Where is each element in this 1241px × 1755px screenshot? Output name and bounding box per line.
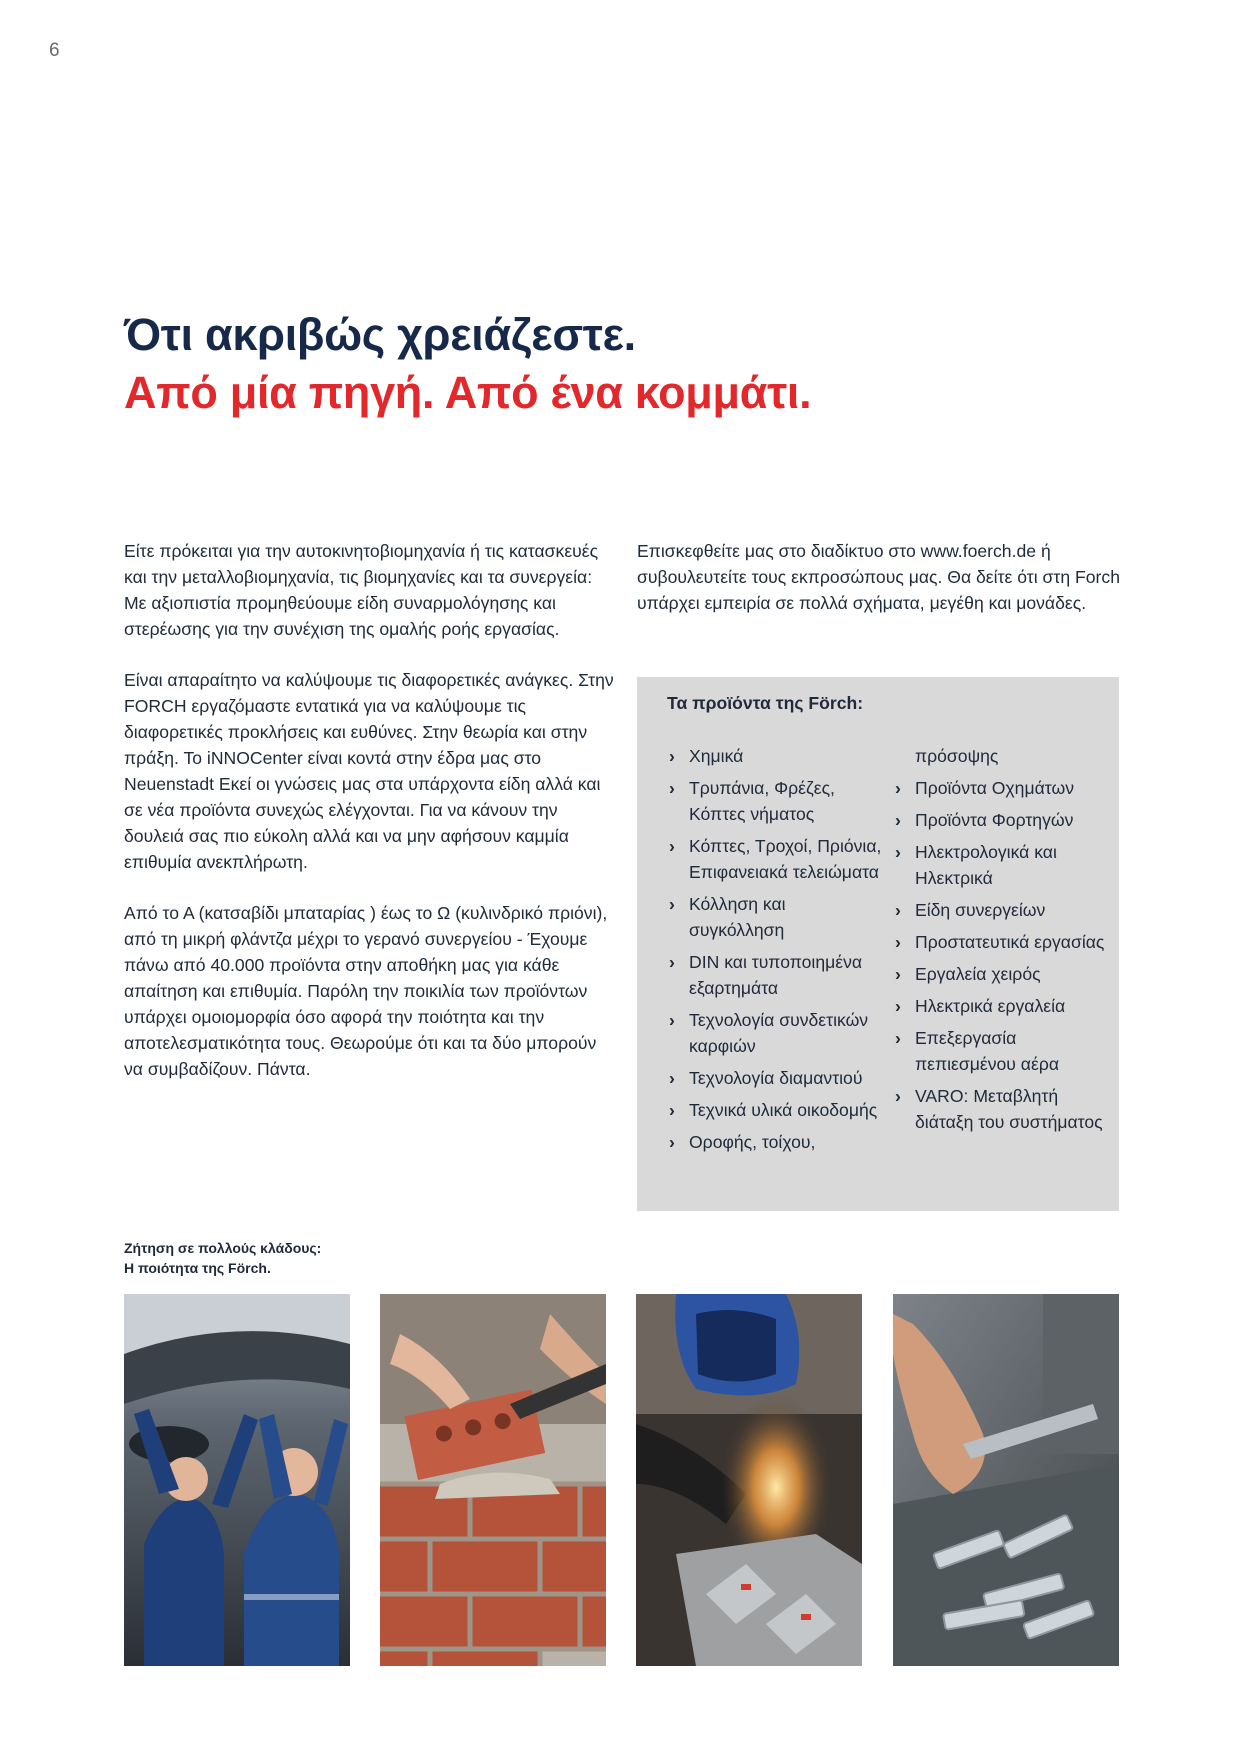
products-list-column-a [667, 743, 882, 1161]
caption-line-2: Η ποιότητα της Förch. [124, 1260, 271, 1276]
photo-hand-tool-screws [893, 1294, 1119, 1666]
list-item: › Τεχνικά υλικά οικοδομής [667, 1097, 882, 1123]
products-list-column-b [893, 743, 1108, 1141]
mechanics-illustration [124, 1294, 350, 1666]
products-box [637, 677, 1119, 1211]
list-item: › Κόπτες, Τροχοί, Πριόνια, Επιφανειακά τελειώματα [667, 833, 882, 885]
photo-mechanics-under-car [124, 1294, 350, 1666]
list-item: › Τρυπάνια, Φρέζες, Κόπτες νήματος [667, 775, 882, 827]
photo-caption [124, 1238, 321, 1278]
list-item: › Εργαλεία χειρός [893, 961, 1108, 987]
headline-line-2: Από μία πηγή. Από ένα κομμάτι. [124, 367, 812, 418]
list-item: › Ηλεκτρολογικά και Ηλεκτρικά [893, 839, 1108, 891]
intro-paragraph-2: Είναι απαραίτητο να καλύψουμε τις διαφορετικές ανάγκες. Στην FORCH εργαζόμαστε εντατικά για να καλύψουμε τις διαφορετικές προκλήσεις και ευθύνες. Στην θεωρία και στην πράξη. Το iNNOCenter είναι κοντά στην έδρα μας στο Neuenstadt Εκεί οι γνώσεις μας στα υπάρχοντα είδη αλλά και σε νέα προϊόντα συνεχώς ελέγχονται. Για να κάνουν την δουλειά σας πιο εύκολη αλλά και να μην αφήσουν καμμία επιθυμία ανεκπλήρωτη. [124, 670, 614, 872]
list-item: › Ηλεκτρικά εργαλεία [893, 993, 1108, 1019]
list-item: › DIN και τυποποιημένα εξαρτημάτα [667, 949, 882, 1001]
list-item-continuation: πρόσοψης [915, 746, 999, 766]
caption-line-1: Ζήτηση σε πολλούς κλάδους: [124, 1240, 322, 1256]
intro-paragraph-1: Είτε πρόκειται για την αυτοκινητοβιομηχανία ή τις κατασκευές και την μεταλλοβιομηχανία, τις βιομηχανίες και τα συνεργεία: Με αξιοπιστία προμηθεύουμε είδη συναρμολόγησης και στερέωσης για την συνέχιση της ομαλής ροής εργασίας. [124, 541, 599, 639]
welding-illustration [636, 1294, 862, 1666]
photo-bricklaying [380, 1294, 606, 1666]
list-item: › Προϊόντα Φορτηγών [893, 807, 1108, 833]
list-item: › Προστατευτικά εργασίας [893, 929, 1108, 955]
list-item: › Είδη συνεργείων [893, 897, 1108, 923]
tool-illustration [893, 1294, 1119, 1666]
list-item: › Χημικά [667, 743, 882, 769]
bricklaying-illustration [380, 1294, 606, 1666]
list-item: › Οροφής, τοίχου, [667, 1129, 882, 1155]
list-item: › VARO: Μεταβλητή διάταξη του συστήματος [893, 1083, 1108, 1135]
list-item: › Κόλληση και συγκόλληση [667, 891, 882, 943]
headline [124, 306, 811, 422]
products-title: Τα προϊόντα της Förch: [667, 693, 864, 713]
headline-line-1: Ότι ακριβώς χρειάζεστε. [124, 309, 636, 360]
list-item: › Επεξεργασία πεπιεσμένου αέρα [893, 1025, 1108, 1077]
list-item: › Τεχνολογία συνδετικών καρφιών [667, 1007, 882, 1059]
left-text-column [124, 538, 614, 1107]
page-number: 6 [49, 40, 60, 61]
website-paragraph: Επισκεφθείτε μας στο διαδίκτυο στο www.foerch.de ή συβουλευτείτε τους εκπροσώπους μας. Θα δείτε ότι στη Forch υπάρχει εμπειρία σε πολλά σχήματα, μεγέθη και μονάδες. [637, 541, 1120, 613]
list-item: › Προϊόντα Οχημάτων [893, 775, 1108, 801]
photo-welding [636, 1294, 862, 1666]
list-item: › Τεχνολογία διαμαντιού [667, 1065, 882, 1091]
right-text-column [637, 538, 1127, 641]
intro-paragraph-3: Από το Α (κατσαβίδι μπαταρίας ) έως το Ω (κυλινδρικό πριόνι), από τη μικρή φλάντζα μέχρι το γερανό συνεργείου - Έχουμε πάνω από 40.000 προϊόντα στην αποθήκη μας για κάθε απαίτηση και επιθυμία. Παρόλη την ποικιλία των προϊόντων υπάρχει ομοιομορφία όσο αφορά την ποιότητα και την αποτελεσματικότητα τους. Θεωρούμε ότι και τα δύο μπορούν να συμβαδίζουν. Πάντα. [124, 903, 608, 1079]
